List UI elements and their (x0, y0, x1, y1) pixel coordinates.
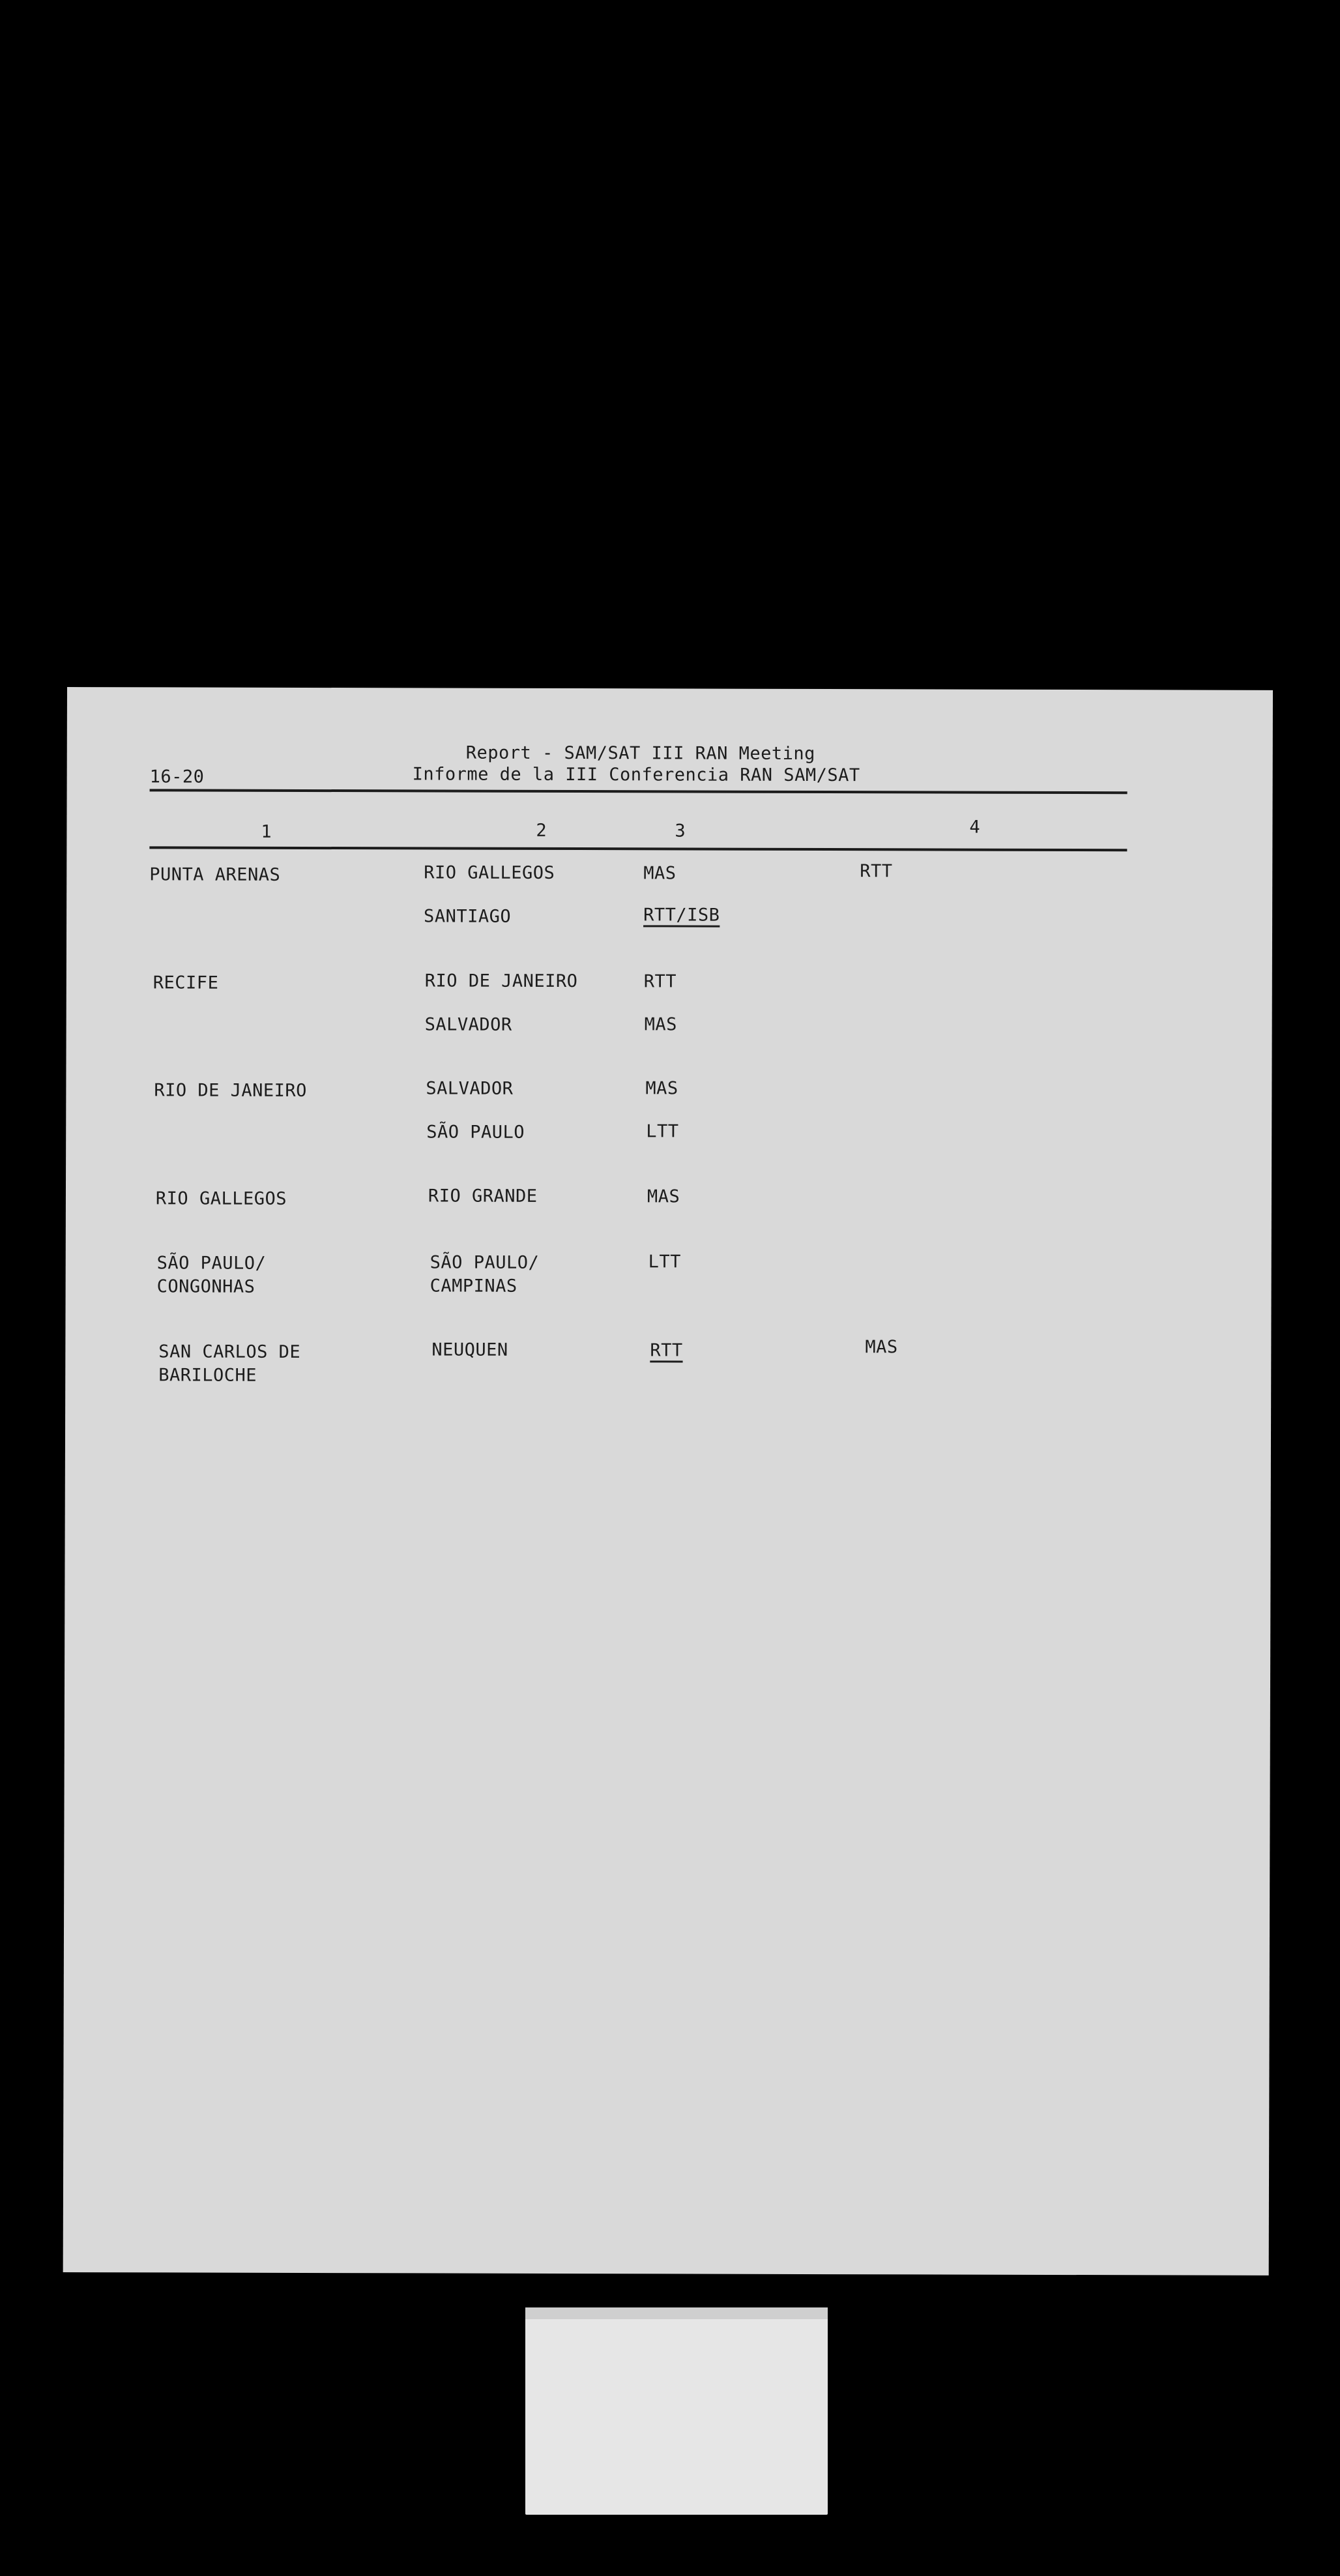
table-cell-destination: SANTIAGO (424, 906, 512, 927)
table-cell-alternate: RTT (860, 861, 893, 882)
table-cell-type: MAS (643, 863, 677, 884)
table-cell-aerodrome: SAN CARLOS DE BARILOCHE (158, 1341, 301, 1386)
report-title-spanish: Informe de la III Conferencia RAN SAM/SAT (412, 764, 860, 786)
table-cell-type: LTT (648, 1251, 682, 1272)
table-cell-type: MAS (647, 1186, 680, 1207)
table-cell-destination: SÃO PAULO (426, 1122, 525, 1143)
table-cell-destination: SÃO PAULO/ CAMPINAS (430, 1252, 540, 1296)
blank-card (525, 2307, 828, 2515)
table-cell-aerodrome: SÃO PAULO/ CONGONHAS (156, 1253, 267, 1297)
table-cell-aerodrome: RIO DE JANEIRO (154, 1080, 307, 1101)
table-cell-type: MAS (645, 1078, 678, 1099)
table-cell-destination: NEUQUEN (431, 1339, 508, 1360)
table-cell-destination: SALVADOR (426, 1078, 514, 1099)
table-cell-destination: RIO GALLEGOS (424, 862, 555, 883)
table-cell-type: RTT (643, 971, 677, 992)
page-number: 16-20 (149, 767, 205, 787)
table-cell-aerodrome: PUNTA ARENAS (149, 864, 281, 885)
table-cell-type: MAS (644, 1014, 677, 1035)
table-cell-type: RTT (650, 1340, 683, 1361)
table-cell-destination: SALVADOR (424, 1014, 512, 1035)
column-header-4: 4 (969, 817, 980, 838)
table-cell-type: RTT/ISB (643, 905, 720, 926)
column-header-2: 2 (536, 820, 547, 841)
report-title-english: Report - SAM/SAT III RAN Meeting (465, 742, 815, 765)
document-page (63, 687, 1273, 2276)
card-edge (525, 2307, 828, 2319)
table-cell-aerodrome: RECIFE (153, 973, 219, 993)
column-header-3: 3 (675, 821, 686, 842)
header-rule (150, 789, 1128, 794)
column-header-1: 1 (261, 821, 272, 842)
table-cell-aerodrome: RIO GALLEGOS (155, 1188, 287, 1209)
table-cell-type: LTT (646, 1121, 679, 1142)
table-cell-destination: RIO DE JANEIRO (424, 971, 578, 992)
table-cell-destination: RIO GRANDE (428, 1186, 538, 1207)
column-header-rule (149, 846, 1127, 851)
table-cell-alternate: MAS (865, 1337, 898, 1358)
